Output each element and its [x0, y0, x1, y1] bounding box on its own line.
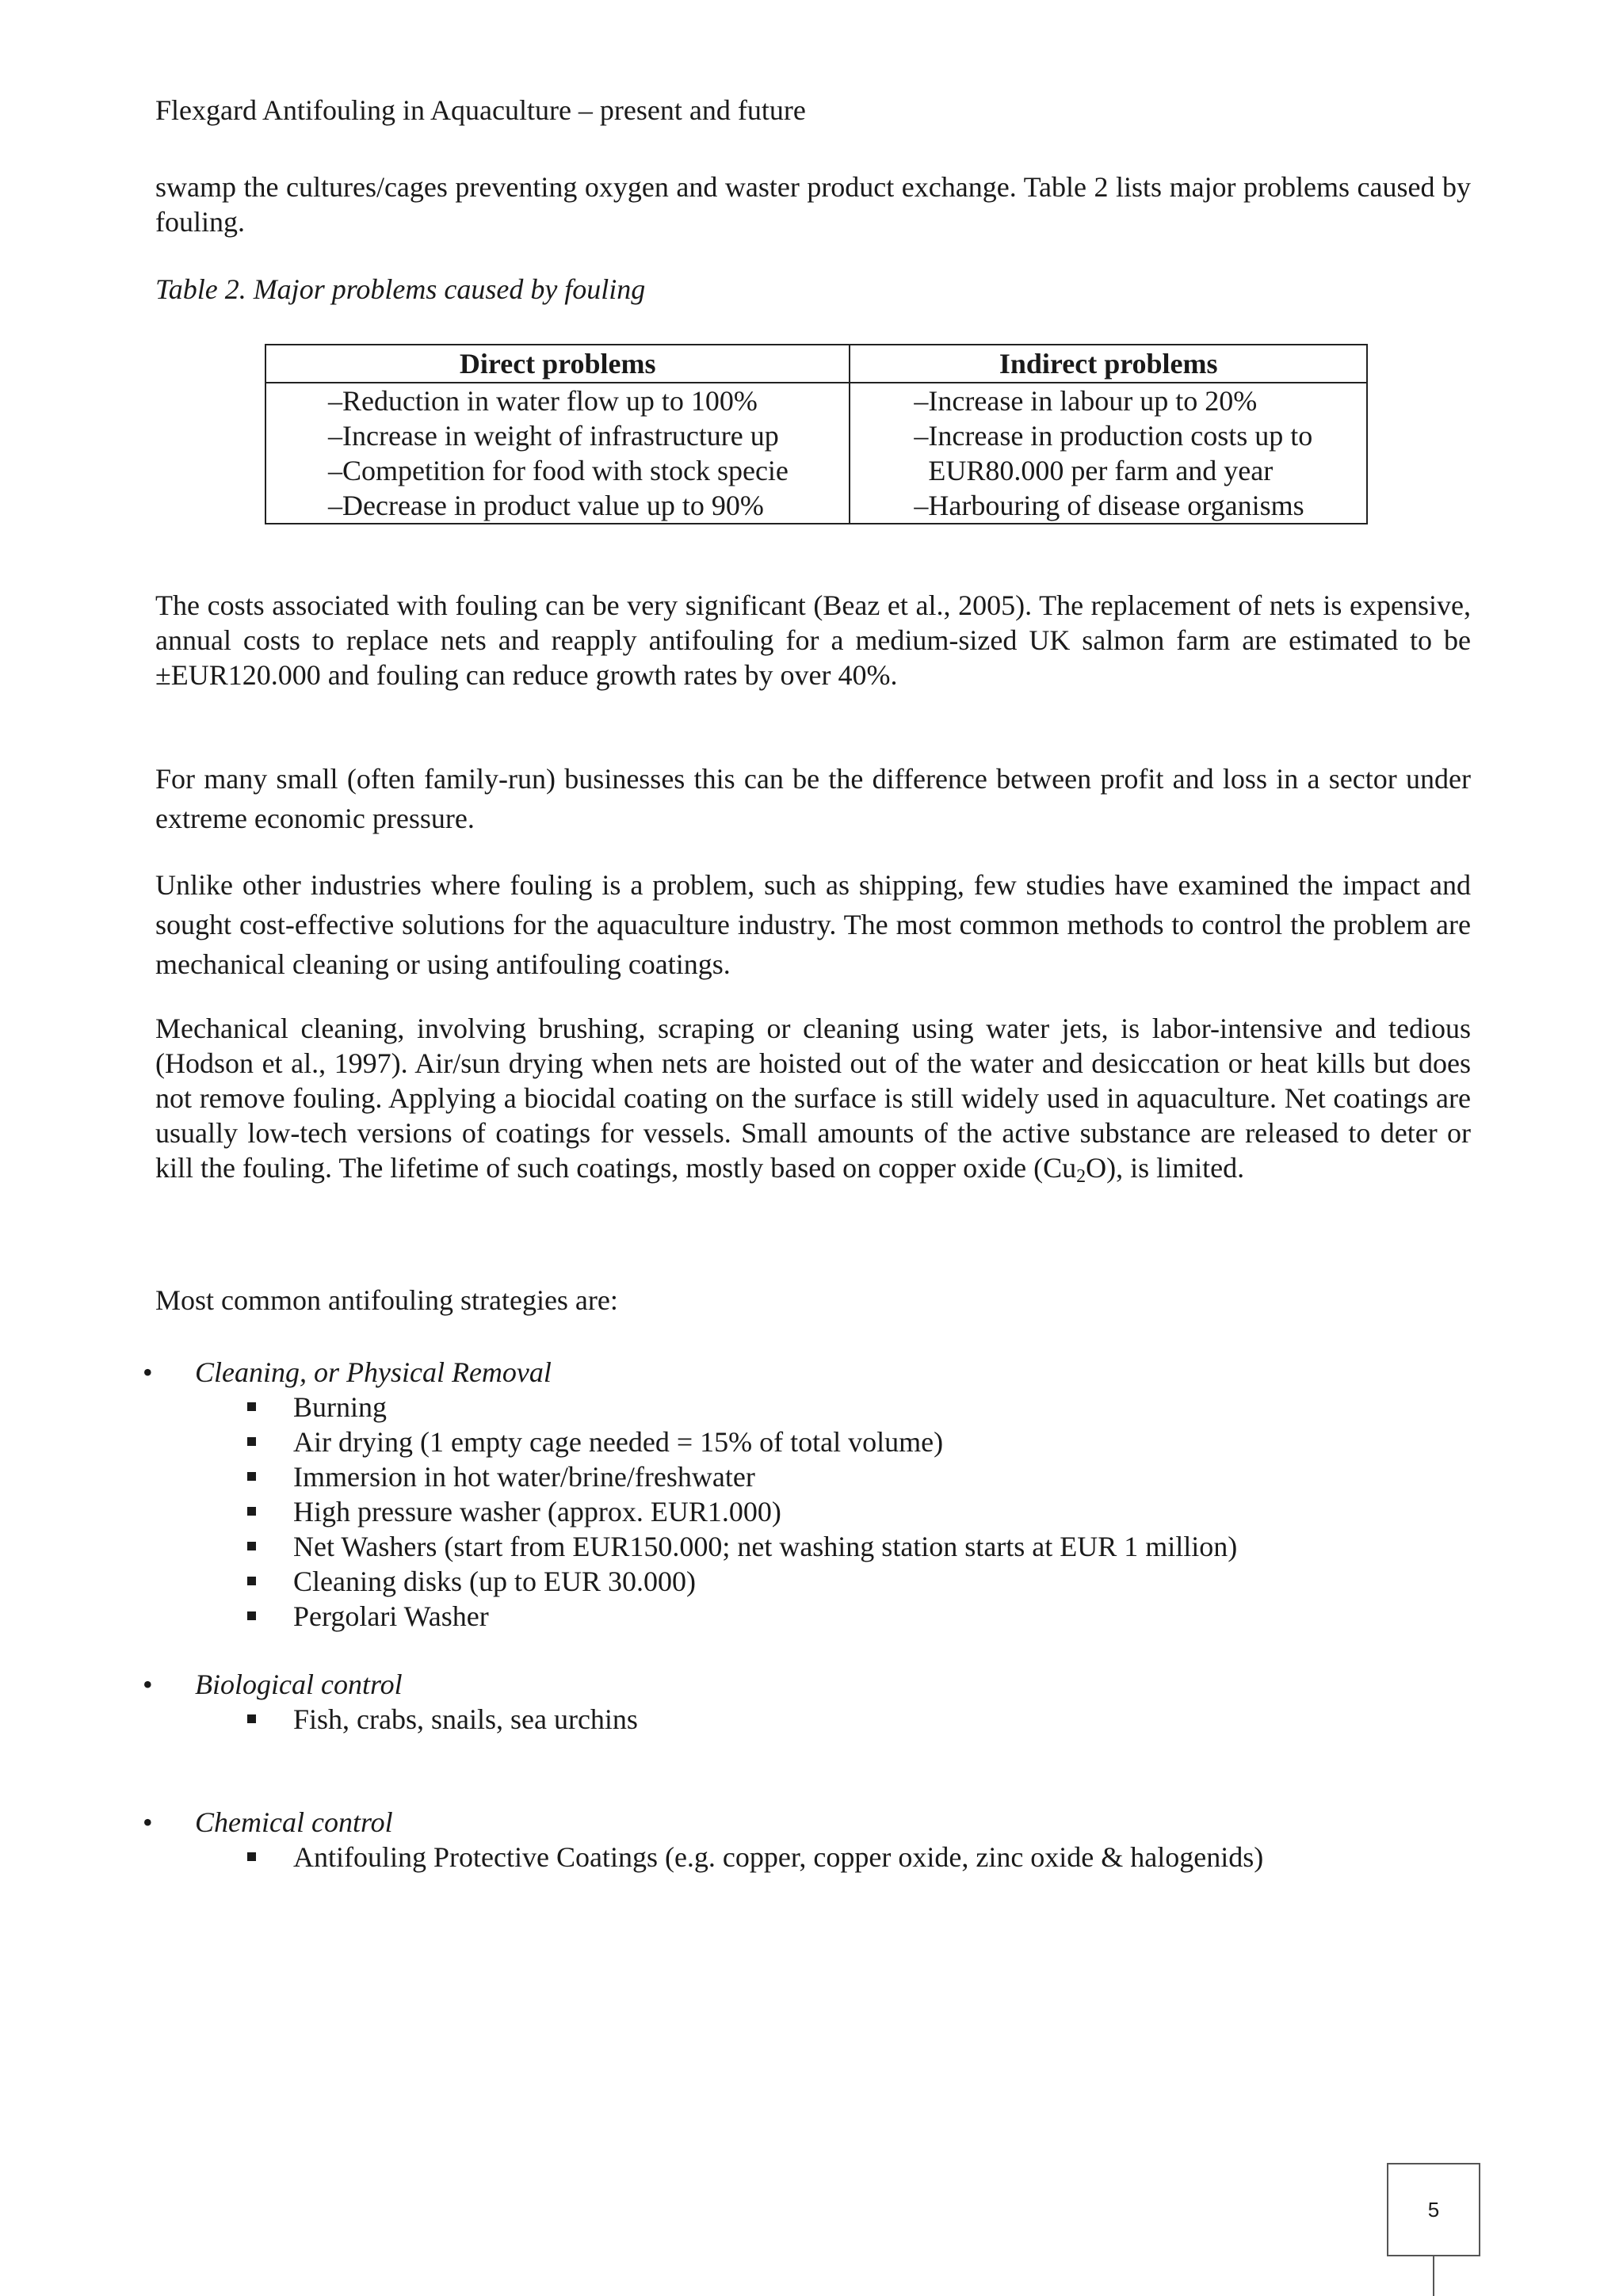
- list-item: [143, 1425, 1490, 1459]
- square-bullet-icon: [247, 1577, 256, 1585]
- small-business-paragraph: For many small (often family-run) businesses this can be the difference between profit and loss in a sector under extreme economic pressure.: [155, 763, 1471, 834]
- list-item-text: Immersion in hot water/brine/freshwater: [293, 1461, 755, 1493]
- list-item-text: Antifouling Protective Coatings (e.g. copper, copper oxide, zinc oxide & halogenids): [293, 1841, 1264, 1873]
- list-item: [143, 1390, 1490, 1425]
- square-bullet-icon: [247, 1472, 256, 1481]
- list-item-text: High pressure washer (approx. EUR1.000): [293, 1496, 781, 1527]
- list-item-text: Air drying (1 empty cage needed = 15% of total volume): [293, 1426, 944, 1458]
- direct-problems-cell: [265, 383, 850, 524]
- direct-problem-item: –Competition for food with stock specie: [328, 455, 789, 486]
- square-bullet-icon: [247, 1437, 256, 1446]
- strategy-biological: [143, 1667, 1490, 1737]
- indirect-problem-item: –Harbouring of disease organisms: [914, 490, 1304, 521]
- indirect-problems-cell: [850, 383, 1367, 524]
- strategy-items: [143, 1390, 1490, 1634]
- costs-paragraph: The costs associated with fouling can be very significant (Beaz et al., 2005). The replacement of nets is expensive, annual costs to replace nets and reapply antifouling for a medium-sized UK salmon farm are estimated to be ±EUR120.000 and fouling can reduce growth rates by over 40%.: [155, 589, 1471, 691]
- square-bullet-icon: [247, 1714, 256, 1723]
- indirect-problem-item: –Increase in labour up to 20%: [914, 385, 1258, 417]
- list-item: [143, 1459, 1490, 1494]
- strategy-title: Biological control: [195, 1669, 403, 1700]
- strategy-cleaning: [143, 1355, 1490, 1634]
- list-item: [143, 1840, 1490, 1875]
- strategy-items: [143, 1840, 1490, 1875]
- intro-paragraph: swamp the cultures/cages preventing oxygen and waster product exchange. Table 2 lists major problems caused by fouling.: [155, 171, 1471, 238]
- unlike-paragraph: Unlike other industries where fouling is a problem, such as shipping, few studies have examined the impact and sought cost-effective solutions for the aquaculture industry. The most common methods to control the problem are mechanical cleaning or using antifouling coatings.: [155, 869, 1471, 980]
- list-item: [143, 1599, 1490, 1634]
- page-number-stem: [1433, 2256, 1434, 2296]
- square-bullet-icon: [247, 1542, 256, 1550]
- direct-problem-item: –Increase in weight of infrastructure up: [328, 420, 779, 452]
- indirect-problem-item: EUR80.000 per farm and year: [914, 455, 1274, 486]
- strategies-intro: Most common antifouling strategies are:: [155, 1284, 618, 1316]
- table-caption: Table 2. Major problems caused by fouling: [155, 273, 646, 305]
- problems-table: [265, 344, 1368, 524]
- direct-problem-item: –Reduction in water flow up to 100%: [328, 385, 758, 417]
- list-item-text: Burning: [293, 1391, 388, 1423]
- mechanical-paragraph: [155, 1011, 1471, 1185]
- bullet-icon: •: [143, 1806, 153, 1838]
- direct-problem-item: –Decrease in product value up to 90%: [328, 490, 764, 521]
- indirect-problem-item: –Increase in production costs up to: [914, 420, 1313, 452]
- list-item: [143, 1564, 1490, 1599]
- strategy-items: [143, 1702, 1490, 1737]
- list-item: [143, 1494, 1490, 1529]
- page-number: 5: [1387, 2163, 1480, 2256]
- list-item-text: Net Washers (start from EUR150.000; net washing station starts at EUR 1 million): [293, 1531, 1238, 1562]
- bullet-icon: •: [143, 1356, 153, 1388]
- strategy-title: Cleaning, or Physical Removal: [195, 1356, 552, 1388]
- table-header-indirect: Indirect problems: [850, 345, 1367, 383]
- mechanical-text: Mechanical cleaning, involving brushing, scraping or cleaning using water jets, is labor-intensive and tedious (Hodson et al., 1997). Air/sun drying when nets are hoisted out of the water and desiccation or heat kills but does not remove fouling. Applying a biocidal coating on the surface is still widely used in aquaculture. Net coatings are usually low-tech versions of coatings for vessels. Small amounts of the active substance are released to deter or kill the fouling. The lifetime of such coatings, mostly based on copper oxide (Cu: [155, 1013, 1471, 1184]
- strategy-title: Chemical control: [195, 1806, 393, 1838]
- square-bullet-icon: [247, 1402, 256, 1411]
- list-item: [143, 1529, 1490, 1564]
- list-item-text: Cleaning disks (up to EUR 30.000): [293, 1566, 696, 1597]
- list-item: [143, 1702, 1490, 1737]
- square-bullet-icon: [247, 1507, 256, 1516]
- square-bullet-icon: [247, 1852, 256, 1861]
- bullet-icon: •: [143, 1669, 153, 1700]
- list-item-text: Fish, crabs, snails, sea urchins: [293, 1703, 638, 1735]
- strategy-chemical: [143, 1805, 1490, 1875]
- running-header: Flexgard Antifouling in Aquaculture – present and future: [155, 94, 806, 126]
- square-bullet-icon: [247, 1611, 256, 1620]
- table-header-direct: Direct problems: [265, 345, 850, 383]
- list-item-text: Pergolari Washer: [293, 1600, 489, 1632]
- subscript-2: 2: [1076, 1166, 1086, 1187]
- mechanical-text-end: O), is limited.: [1086, 1152, 1245, 1184]
